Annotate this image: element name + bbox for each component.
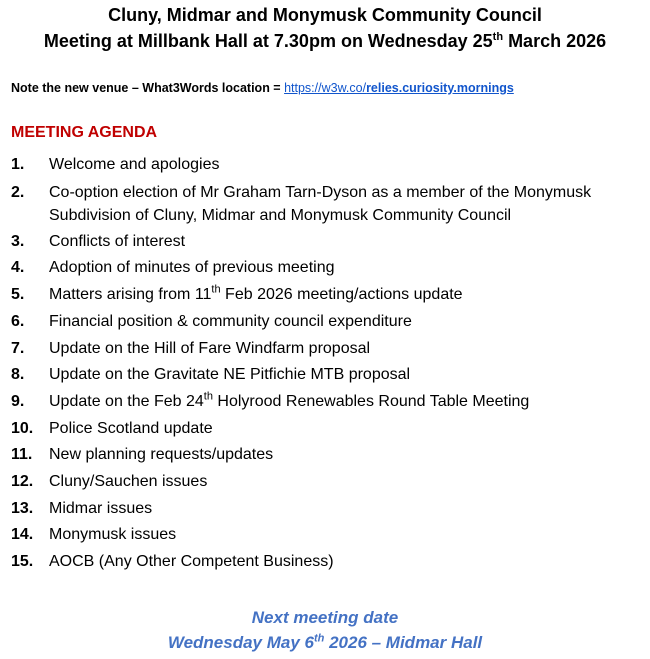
next-meeting-date-main: Wednesday May 6	[167, 633, 314, 652]
agenda-item-text: Cluny/Sauchen issues	[49, 473, 208, 491]
agenda-item	[11, 416, 641, 443]
agenda-item	[11, 522, 641, 549]
meeting-title	[0, 30, 650, 52]
agenda-item-text: Adoption of minutes of previous meeting	[49, 259, 335, 277]
agenda-item-text: Financial position & community council expenditure	[49, 312, 412, 330]
agenda-item	[11, 336, 641, 363]
agenda-item	[11, 229, 641, 256]
agenda-item-text-main: Matters arising from 11	[49, 286, 212, 304]
agenda-item-text-main: Update on the Feb 24	[49, 392, 204, 410]
agenda-item-text: Co-option election of Mr Graham Tarn-Dyson as a member of the Monymusk Subdivision of Cluny, Midmar and Monymusk Community Council	[49, 183, 592, 224]
agenda-item-text: Midmar issues	[49, 499, 153, 517]
agenda-item	[11, 469, 641, 496]
agenda-item-text: New planning requests/updates	[49, 446, 274, 464]
agenda-item	[11, 362, 641, 389]
agenda-item-text	[49, 282, 641, 309]
next-meeting-label: Next meeting date	[251, 608, 399, 627]
next-meeting-date-ordinal: th	[313, 632, 325, 645]
agenda-item-number: 6.	[11, 312, 25, 330]
agenda-item-text: Welcome and apologies	[49, 156, 220, 173]
agenda-item-number: 2.	[11, 183, 25, 201]
next-meeting-date	[0, 632, 650, 654]
agenda-item-text: Update on the Hill of Fare Windfarm proposal	[49, 339, 371, 357]
agenda-item-text: AOCB (Any Other Competent Business)	[49, 553, 334, 571]
agenda-item	[11, 549, 641, 576]
agenda-item-number: 5.	[11, 286, 25, 304]
venue-note-label: Note the new venue – What3Words location =	[11, 81, 285, 95]
what3words-link-host: https://w3w.co/	[284, 81, 367, 95]
agenda-item-number: 1.	[11, 156, 25, 173]
agenda-item-number: 3.	[11, 232, 25, 250]
agenda-item-number: 8.	[11, 366, 25, 384]
agenda-item-number: 10.	[11, 419, 34, 437]
agenda-item-text: Update on the Gravitate NE Pitfichie MTB proposal	[49, 366, 411, 384]
agenda-item-number: 15.	[11, 553, 34, 571]
agenda-item	[11, 282, 641, 309]
agenda-item	[11, 152, 641, 179]
agenda-item-number: 4.	[11, 259, 25, 277]
agenda-item	[11, 496, 641, 523]
agenda-item-ordinal: th	[211, 283, 221, 296]
what3words-link-words: relies.curiosity.mornings	[366, 81, 514, 95]
agenda-heading: MEETING AGENDA	[11, 124, 158, 141]
agenda-item-text	[49, 389, 641, 416]
what3words-link[interactable]	[284, 81, 514, 95]
agenda-item-text: Monymusk issues	[49, 526, 177, 544]
agenda-item-ordinal: th	[203, 390, 213, 403]
agenda-item-text-tail: Feb 2026 meeting/actions update	[220, 286, 463, 304]
agenda-item-number: 14.	[11, 526, 34, 544]
meeting-title-tail: March 2026	[503, 31, 607, 51]
council-title: Cluny, Midmar and Monymusk Community Council	[108, 5, 542, 25]
agenda-item-number: 12.	[11, 473, 34, 491]
agenda-list	[11, 152, 641, 576]
agenda-item-text: Conflicts of interest	[49, 232, 186, 250]
agenda-item-number: 11.	[11, 446, 33, 464]
meeting-title-ordinal: th	[492, 31, 504, 43]
next-meeting-date-tail: 2026 – Midmar Hall	[324, 633, 483, 652]
agenda-item	[11, 309, 641, 336]
agenda-item-text: Police Scotland update	[49, 419, 213, 437]
agenda-item	[11, 442, 641, 469]
agenda-item-number: 9.	[11, 392, 25, 410]
agenda-item	[11, 179, 641, 229]
venue-note	[11, 81, 514, 95]
agenda-item	[11, 255, 641, 282]
meeting-title-main: Meeting at Millbank Hall at 7.30pm on Wednesday 25	[43, 31, 493, 51]
agenda-item-text-tail: Holyrood Renewables Round Table Meeting	[212, 392, 530, 410]
agenda-item-number: 13.	[11, 499, 34, 517]
agenda-item	[11, 389, 641, 416]
agenda-item-number: 7.	[11, 339, 25, 357]
